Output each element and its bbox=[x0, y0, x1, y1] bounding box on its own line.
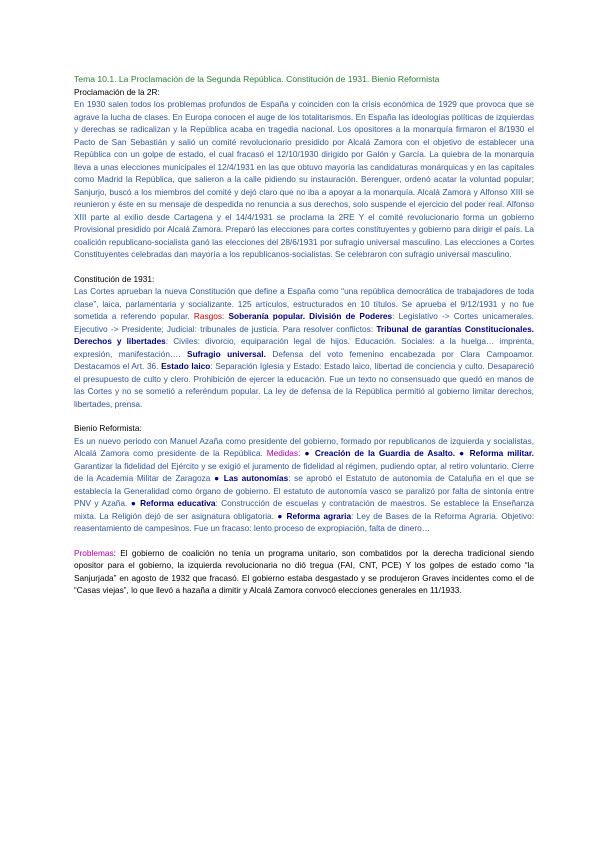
text-run: : bbox=[298, 448, 305, 458]
spacer bbox=[74, 535, 534, 547]
text-run: : Construcción de escuelas y contratación de maestros. Se establece la Enseñanza mixta. La Religión dejó de ser asignatura obligatoria. bbox=[74, 498, 534, 521]
text-run: : bbox=[222, 311, 229, 321]
text-run: Garantizar la fidelidad del Ejército y se exigió el juramento de fidelidad al régimen, pudiendo optar, al retiro voluntario. Cierre de la Academia Militar de Zaragoza bbox=[74, 460, 534, 483]
text-run: Las Cortes aprueban la nueva Constitución que define a España como “una república democrática de trabajadores de toda clase”, laica, parlamentaria y socializante. 125 artículos, estructurados en 10 títulos. Se aprueba el 9/12/1931 y no fue sometida a referendo popular. bbox=[74, 286, 534, 321]
heading-bienio-colon: : bbox=[139, 423, 142, 433]
label-reforma-educativa: ● Reforma educativa bbox=[130, 498, 216, 508]
heading-bienio bbox=[74, 422, 534, 435]
heading-constitucion bbox=[74, 273, 534, 286]
spacer bbox=[74, 261, 534, 273]
text-run: : El gobierno de coalición no tenía un programa unitario, son combatidos por la derecha tradicional siendo opositor para el gobierno, la izquierda revolucionaria no dió tregua (FAI, CNT, PCE) Y los golpes de estado como “la Sanjurjada” en agosto de 1932 que fracasó. El gobierno estaba desgastado y se produjeron Graves incidentes como el de “Casas viejas”, lo que llevó a hazaña a dimitir y Alcalá Zamora convocó elecciones generales en 11/1933. bbox=[74, 547, 534, 595]
label-medidas: Medidas bbox=[266, 448, 299, 458]
paragraph-proclamacion: En 1930 salen todos los problemas profundos de España y coinciden con la crisis económica de 1929 que provoca que se agrave la lucha de clases. En Europa conocen el auge de los totalitarismos. En España las ideologías políticas de izquierdas y derechas se radicalizan y la República acaba en tragedia nacional. Los opositores a la monarquía firmaron el 8/1930 el Pacto de San Sebastián y salió un comité revolucionario presidido por Alcalá Zamora con el objetivo de establecer una República con un golpe de estado, el cual fracasó el 12/10/1930 dirigido por Galón y García. La quiebra de la monarquía lleva a unas elecciones municipales el 12/4/1931 en las que obtuvo mayoría las candidaturas monárquicas y en las capitales como Madrid la República, que salieron a la calle pidiendo su instauración. Berenguer, ordenó acatar la voluntad popular; Sanjurjo, buscó a los miembros del comité y dejó claro que no iba a apoyar a la monarquía. Alcalá Zamora y Alfonso XIII se reunieron y éste en su mensaje de despedida no renuncia a sus derechos, solo suspende el ejercicio del poder real. Alfonso XIII parte al exilio desde Cartagena y el 14/4/1931 se proclama la 2RE Y el comité revolucionario forma un gobierno Provisional presidido por Alcalá Zamora. Preparó las elecciones para cortes constituyentes y gobierno para dirigir el país. La coalición republicano-socialista ganó las elecciones del 28/6/1931 por sufragio universal masculino. Las elecciones a Cortes Constituyentes celebradas dan mayoría a los republicanos-socialistas. Se celebraron con sufragio universal masculino. bbox=[74, 99, 534, 259]
spacer bbox=[74, 410, 534, 422]
paragraph-constitucion bbox=[74, 285, 534, 410]
label-reforma-agraria: ● Reforma agraria bbox=[277, 510, 352, 521]
paragraph-problemas bbox=[74, 547, 534, 597]
text-run: Defensa del voto femenino encabezada por Clara Campoamor. Destacamos el Art. 36. bbox=[74, 348, 535, 371]
text-run: : Civiles: divorcio, equiparación legal de hijos. Educación. Sociales: a la huelga… imprenta, expresión, manifestación…. bbox=[74, 336, 534, 359]
text-run: : se aprobó el Estatuto de autonomía de Cataluña en el que se establecía la Generalidad como órgano de gobierno. El estatuto de autonomía vasco se paralizó por falta de sintonía entre PNV y Azaña. bbox=[74, 473, 535, 508]
heading-bienio-text: Bienio Reformista bbox=[74, 423, 140, 433]
label-estado-laico: Estado laico bbox=[161, 361, 211, 371]
heading-constitucion-colon: : bbox=[151, 273, 155, 284]
text-run: : Ley de Bases de la Reforma Agraria. Objetivo: reasentamiento de campesinos. Fue un fracaso: lento proceso de expropiación, falta de dinero… bbox=[74, 510, 535, 533]
text-run: Es un nuevo periodo con Manuel Azaña como presidente del gobierno, formado por republicanos de izquierda y socialistas, Alcalá Zamora como presidente de la República. bbox=[74, 435, 534, 458]
label-division-poderes: División de Poderes bbox=[305, 311, 393, 321]
document-title: Tema 10.1. La Proclamación de la Segunda República. Constitución de 1931. Bienio Reformista bbox=[74, 74, 440, 84]
text-run: : Legislativo -> Cortes unicamerales. Ejecutivo -> Presidente; Judicial: tribunales de justicia. Para resolver conflictos: bbox=[74, 311, 534, 334]
label-tribunal: Tribunal de garantías Constitucionales. bbox=[376, 323, 534, 334]
document-body bbox=[74, 73, 534, 597]
paragraph-bienio bbox=[74, 435, 534, 535]
text-run: : Separación Iglesia y Estado: Estado laico, libertad de conciencia y culto. Desapareció el presupuesto de culto y clero. Prohibición de ejercer la educación. Fue un texto no consensuado que quedó en manos de las Cortes y no se sometió a referéndum popular. La ley de defensa de la República permitió al gobierno limitar derechos, libertades, prensa. bbox=[74, 361, 534, 409]
heading-constitucion-text: Constitución de 1931 bbox=[74, 273, 152, 284]
label-autonomias: ● Las autonomías bbox=[213, 473, 289, 483]
label-guardia-asalto: ● Creación de la Guardia de Asalto. bbox=[304, 448, 456, 458]
label-reforma-militar: ● Reforma militar. bbox=[455, 448, 534, 458]
label-sufragio: Sufragio universal. bbox=[187, 348, 266, 359]
heading-proclamacion: Proclamación de la 2R: bbox=[74, 86, 160, 97]
label-soberania: Soberanía popular. bbox=[228, 311, 306, 321]
label-rasgos: Rasgos bbox=[193, 311, 223, 321]
label-derechos: Derechos y libertades bbox=[74, 336, 166, 346]
label-problemas: Problemas bbox=[74, 547, 114, 558]
